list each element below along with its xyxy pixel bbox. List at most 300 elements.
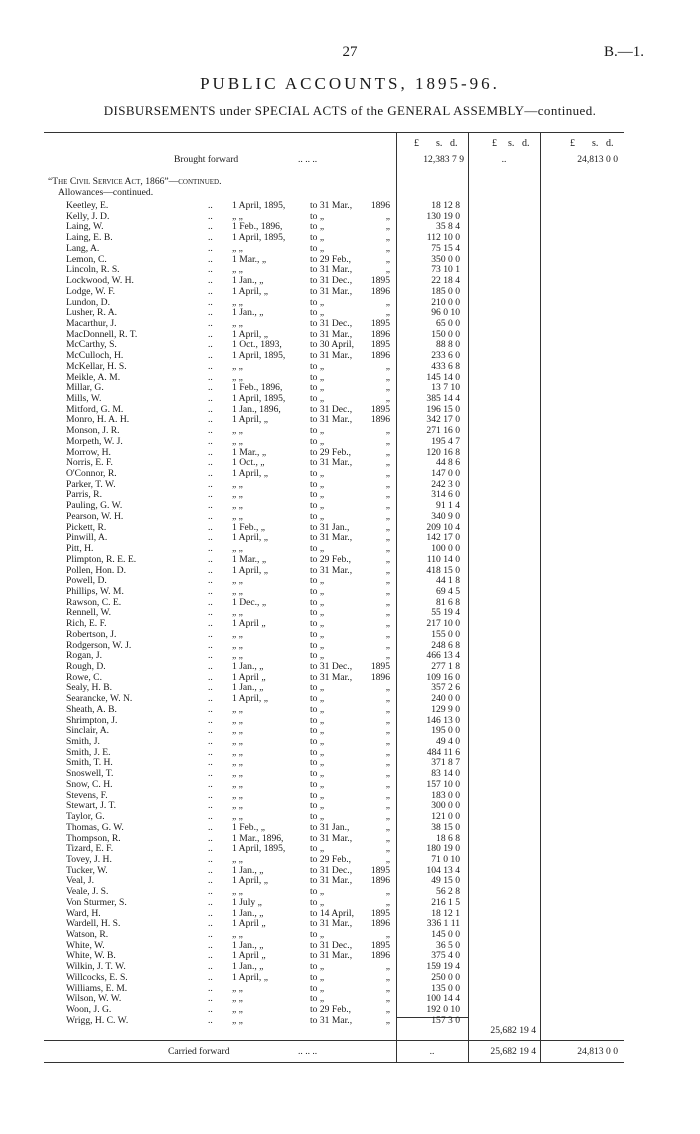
row-from: 1 Oct., 1893, bbox=[232, 339, 282, 351]
row-year: „ bbox=[385, 596, 390, 608]
row-from: 1 April, „ bbox=[232, 285, 268, 297]
row-name: Stevens, F. bbox=[66, 789, 108, 801]
row-amount: 73 10 1 bbox=[431, 264, 460, 276]
row-year: „ bbox=[385, 221, 390, 233]
row-leader: .. bbox=[208, 982, 213, 994]
row-leader: .. bbox=[208, 725, 213, 737]
row-to: to 31 Jan., bbox=[310, 821, 350, 833]
row-from: „ „ bbox=[232, 296, 243, 308]
row-year: „ bbox=[385, 575, 390, 587]
row-year: „ bbox=[385, 446, 390, 458]
row-name: Parris, R. bbox=[66, 489, 102, 501]
row-year: „ bbox=[385, 478, 390, 490]
row-year: 1896 bbox=[370, 350, 390, 362]
row-name: Stewart, J. T. bbox=[66, 800, 117, 812]
row-leader: .. bbox=[208, 607, 213, 619]
page-number: 27 bbox=[342, 44, 358, 60]
row-year: „ bbox=[385, 360, 390, 372]
row-to: to „ bbox=[310, 478, 325, 490]
row-to: to „ bbox=[310, 543, 325, 554]
row-from: „ „ bbox=[232, 993, 243, 1005]
row-from: „ „ bbox=[232, 628, 243, 640]
row-name: Monson, J. R. bbox=[66, 425, 120, 437]
row-from: „ „ bbox=[232, 800, 243, 812]
row-year: „ bbox=[385, 682, 390, 694]
row-leader: .. bbox=[208, 821, 213, 833]
row-leader: .. bbox=[208, 682, 213, 694]
row-from: „ „ bbox=[232, 778, 243, 790]
row-year: „ bbox=[385, 232, 390, 244]
row-to: to „ bbox=[310, 650, 325, 662]
row-to: to „ bbox=[310, 242, 325, 254]
row-amount: 69 4 5 bbox=[436, 585, 460, 597]
row-year: „ bbox=[385, 1014, 390, 1026]
row-amount: 300 0 0 bbox=[431, 800, 460, 812]
row-year: „ bbox=[385, 382, 390, 394]
row-amount: 157 10 0 bbox=[426, 778, 460, 790]
row-year: 1896 bbox=[370, 950, 390, 962]
row-to: to „ bbox=[310, 971, 325, 983]
page-subtitle: DISBURSEMENTS under SPECIAL ACTS of the GENERAL ASSEMBLY—continued. bbox=[103, 103, 597, 118]
row-leader: .. bbox=[208, 242, 213, 254]
row-year: „ bbox=[385, 725, 390, 737]
row-to: to 31 Mar., bbox=[310, 564, 353, 576]
shilling-label: s. bbox=[436, 138, 443, 149]
row-leader: .. bbox=[208, 703, 213, 715]
row-year: „ bbox=[385, 553, 390, 565]
row-name: Pauling, G. W. bbox=[66, 500, 123, 512]
row-leader: .. bbox=[208, 693, 213, 705]
row-year: „ bbox=[385, 532, 390, 544]
row-amount: 109 16 0 bbox=[426, 671, 460, 683]
row-leader: .. bbox=[208, 907, 213, 919]
row-amount: 271 16 0 bbox=[426, 425, 460, 437]
row-from: 1 Jan., „ bbox=[232, 961, 264, 973]
row-name: McCulloch, H. bbox=[66, 350, 124, 362]
row-leader: .. bbox=[208, 596, 213, 608]
row-name: Morpeth, W. J. bbox=[66, 435, 123, 447]
pound-label: £ bbox=[492, 138, 497, 149]
carried-forward-leaders: .. .. .. bbox=[298, 1046, 318, 1057]
row-to: to „ bbox=[310, 425, 325, 437]
row-from: „ „ bbox=[232, 371, 243, 383]
row-from: 1 April, „ bbox=[232, 328, 268, 340]
row-year: „ bbox=[385, 639, 390, 651]
row-name: Robertson, J. bbox=[66, 628, 117, 640]
row-year: „ bbox=[385, 693, 390, 705]
row-from: „ „ bbox=[232, 768, 243, 780]
row-name: Norris, E. F. bbox=[66, 457, 113, 469]
table-bottom-rule bbox=[44, 1062, 624, 1063]
section-subheading: Allowances—continued. bbox=[58, 187, 154, 198]
row-leader: .. bbox=[208, 650, 213, 662]
row-from: 1 April, „ bbox=[232, 468, 268, 479]
brought-forward-col1: 12,383 7 9 bbox=[423, 154, 464, 165]
row-year: „ bbox=[385, 371, 390, 383]
row-amount: 242 3 0 bbox=[431, 478, 460, 490]
row-from: „ „ bbox=[232, 500, 243, 512]
row-to: to „ bbox=[310, 307, 325, 319]
row-name: Lodge, W. F. bbox=[66, 285, 116, 297]
row-leader: .. bbox=[208, 371, 213, 383]
row-from: „ „ bbox=[232, 360, 243, 372]
row-year: 1895 bbox=[370, 339, 390, 351]
row-from: 1 Feb., 1896, bbox=[232, 221, 283, 233]
row-year: 1896 bbox=[370, 414, 390, 426]
row-from: 1 April, „ bbox=[232, 693, 268, 705]
row-name: Powell, D. bbox=[66, 575, 107, 587]
row-amount: 314 6 0 bbox=[431, 489, 460, 501]
brought-forward-leaders: .. .. .. bbox=[298, 154, 318, 165]
row-name: Rowe, C. bbox=[66, 671, 102, 683]
row-name: Veal, J. bbox=[66, 875, 94, 887]
shilling-label: s. bbox=[508, 138, 515, 149]
row-amount: 38 15 0 bbox=[431, 821, 460, 833]
row-name: Taylor, G. bbox=[66, 811, 105, 822]
row-to: to „ bbox=[310, 510, 325, 522]
pence-label: d. bbox=[450, 138, 458, 149]
row-to: to „ bbox=[310, 778, 325, 790]
row-name: Smith, T. H. bbox=[66, 757, 113, 769]
row-name: Lincoln, R. S. bbox=[66, 264, 120, 276]
row-amount: 192 0 10 bbox=[426, 1004, 460, 1015]
row-name: Meikle, A. M. bbox=[66, 371, 121, 383]
row-leader: .. bbox=[208, 489, 213, 501]
row-amount: 145 14 0 bbox=[426, 371, 460, 383]
carried-forward-col2: 25,682 19 4 bbox=[490, 1046, 536, 1057]
row-to: to „ bbox=[310, 221, 325, 233]
row-amount: 210 0 0 bbox=[431, 296, 460, 308]
row-year: „ bbox=[385, 746, 390, 758]
row-amount: 104 13 4 bbox=[426, 864, 460, 876]
row-from: „ „ bbox=[232, 886, 243, 898]
row-year: 1896 bbox=[370, 875, 390, 887]
row-to: to 31 Mar., bbox=[310, 264, 353, 276]
row-amount: 340 9 0 bbox=[431, 510, 460, 522]
row-amount: 183 0 0 bbox=[431, 789, 460, 801]
row-amount: 484 11 6 bbox=[426, 746, 460, 758]
row-leader: .. bbox=[208, 478, 213, 490]
carried-rule bbox=[44, 1040, 624, 1041]
row-amount: 145 0 0 bbox=[431, 929, 460, 940]
row-to: to „ bbox=[310, 596, 325, 608]
row-year: „ bbox=[385, 778, 390, 790]
document-reference: B.—1. bbox=[603, 44, 644, 60]
brought-forward-label: Brought forward bbox=[174, 154, 239, 165]
row-amount: 371 8 7 bbox=[431, 757, 460, 769]
row-amount: 216 1 5 bbox=[431, 896, 460, 908]
row-to: to 31 Mar., bbox=[310, 950, 353, 962]
pence-label: d. bbox=[606, 138, 614, 149]
row-amount: 121 0 0 bbox=[431, 811, 460, 822]
row-leader: .. bbox=[208, 918, 213, 930]
row-from: 1 Jan., „ bbox=[232, 661, 264, 672]
row-from: 1 Mar., „ bbox=[232, 446, 267, 458]
row-to: to 31 Mar., bbox=[310, 457, 353, 469]
row-name: Lemon, C. bbox=[66, 253, 107, 265]
row-from: „ „ bbox=[232, 757, 243, 769]
row-amount: 83 14 0 bbox=[431, 768, 460, 780]
row-from: „ „ bbox=[232, 982, 243, 994]
row-amount: 71 0 10 bbox=[431, 853, 460, 865]
brought-forward-col2: .. bbox=[501, 154, 507, 165]
carried-forward-col1: .. bbox=[429, 1046, 435, 1057]
row-leader: .. bbox=[208, 618, 213, 630]
row-amount: 250 0 0 bbox=[431, 971, 460, 983]
row-year: „ bbox=[385, 307, 390, 319]
row-leader: .. bbox=[208, 446, 213, 458]
row-name: Thompson, R. bbox=[66, 832, 121, 844]
row-year: „ bbox=[385, 800, 390, 812]
row-leader: .. bbox=[208, 789, 213, 801]
row-name: Smith, J. E. bbox=[66, 746, 111, 758]
row-to: to „ bbox=[310, 714, 325, 726]
row-name: Pollen, Hon. D. bbox=[66, 564, 126, 576]
row-leader: .. bbox=[208, 339, 213, 351]
row-year: „ bbox=[385, 929, 390, 940]
row-from: „ „ bbox=[232, 264, 243, 276]
row-amount: 150 0 0 bbox=[431, 328, 460, 340]
row-from: „ „ bbox=[232, 607, 243, 619]
row-to: to „ bbox=[310, 725, 325, 737]
row-from: 1 Jan., „ bbox=[232, 682, 264, 694]
row-year: 1895 bbox=[370, 403, 390, 415]
row-year: „ bbox=[385, 296, 390, 308]
row-name: Rennell, W. bbox=[66, 607, 112, 619]
row-amount: 13 7 10 bbox=[431, 382, 460, 394]
row-year: 1896 bbox=[370, 200, 390, 211]
row-leader: .. bbox=[208, 757, 213, 769]
row-year: „ bbox=[385, 607, 390, 619]
row-year: „ bbox=[385, 457, 390, 469]
row-leader: .. bbox=[208, 232, 213, 244]
row-leader: .. bbox=[208, 328, 213, 340]
row-to: to 31 Dec., bbox=[310, 864, 353, 876]
row-leader: .. bbox=[208, 1004, 213, 1015]
row-from: 1 April, „ bbox=[232, 564, 268, 576]
row-name: Tovey, J. H. bbox=[66, 853, 112, 865]
row-amount: 180 19 0 bbox=[426, 843, 460, 855]
row-to: to „ bbox=[310, 703, 325, 715]
row-amount: 96 0 10 bbox=[431, 307, 460, 319]
row-amount: 385 14 4 bbox=[426, 393, 460, 404]
row-to: to „ bbox=[310, 993, 325, 1005]
row-leader: .. bbox=[208, 768, 213, 780]
page-title: PUBLIC ACCOUNTS, 1895-96. bbox=[200, 74, 500, 93]
row-from: 1 April, 1895, bbox=[232, 393, 286, 404]
row-leader: .. bbox=[208, 382, 213, 394]
row-from: 1 April, „ bbox=[232, 875, 268, 887]
row-name: Mills, W. bbox=[66, 393, 102, 404]
row-year: „ bbox=[385, 618, 390, 630]
row-from: „ „ bbox=[232, 543, 243, 554]
row-year: 1895 bbox=[370, 317, 390, 329]
row-to: to 31 Dec., bbox=[310, 661, 353, 672]
row-from: 1 April „ bbox=[232, 950, 266, 962]
row-to: to „ bbox=[310, 896, 325, 908]
row-leader: .. bbox=[208, 532, 213, 544]
row-leader: .. bbox=[208, 585, 213, 597]
row-leader: .. bbox=[208, 896, 213, 908]
row-amount: 357 2 6 bbox=[431, 682, 460, 694]
row-name: Rich, E. F. bbox=[66, 618, 107, 630]
row-name: Watson, R. bbox=[66, 929, 109, 940]
row-name: Lundon, D. bbox=[66, 296, 110, 308]
row-name: Smith, J. bbox=[66, 736, 100, 747]
row-amount: 196 15 0 bbox=[426, 403, 460, 415]
row-to: to „ bbox=[310, 789, 325, 801]
row-to: to 31 Mar., bbox=[310, 671, 353, 683]
row-name: Lang, A. bbox=[66, 242, 100, 254]
row-to: to „ bbox=[310, 575, 325, 587]
row-amount: 350 0 0 bbox=[431, 253, 460, 265]
row-name: White, W. bbox=[66, 939, 105, 951]
row-year: „ bbox=[385, 393, 390, 404]
row-leader: .. bbox=[208, 639, 213, 651]
row-name: Macarthur, J. bbox=[66, 317, 117, 329]
row-leader: .. bbox=[208, 285, 213, 297]
row-name: Mitford, G. M. bbox=[66, 403, 124, 415]
row-year: „ bbox=[385, 1004, 390, 1015]
row-leader: .. bbox=[208, 425, 213, 437]
row-from: 1 April „ bbox=[232, 918, 266, 930]
row-amount: 130 19 0 bbox=[426, 210, 460, 222]
row-year: „ bbox=[385, 521, 390, 533]
row-to: to „ bbox=[310, 800, 325, 812]
row-name: Pinwill, A. bbox=[66, 532, 108, 544]
row-leader: .. bbox=[208, 993, 213, 1005]
row-to: to „ bbox=[310, 468, 325, 479]
row-to: to 31 Mar., bbox=[310, 350, 353, 362]
row-year: „ bbox=[385, 468, 390, 479]
row-year: „ bbox=[385, 543, 390, 554]
row-leader: .. bbox=[208, 939, 213, 951]
row-year: „ bbox=[385, 489, 390, 501]
row-to: to „ bbox=[310, 628, 325, 640]
row-leader: .. bbox=[208, 736, 213, 747]
row-to: to 31 Jan., bbox=[310, 521, 350, 533]
row-leader: .. bbox=[208, 961, 213, 973]
row-amount: 155 0 0 bbox=[431, 628, 460, 640]
row-name: Thomas, G. W. bbox=[66, 821, 124, 833]
row-from: 1 April, 1895, bbox=[232, 232, 286, 244]
row-to: to 31 Mar., bbox=[310, 532, 353, 544]
row-to: to 31 Mar., bbox=[310, 1014, 353, 1026]
row-name: Kelly, J. D. bbox=[66, 210, 110, 222]
row-year: „ bbox=[385, 500, 390, 512]
row-amount: 75 15 4 bbox=[431, 242, 460, 254]
row-amount: 18 6 8 bbox=[436, 832, 460, 844]
row-name: Rough, D. bbox=[66, 661, 106, 672]
row-amount: 18 12 8 bbox=[431, 200, 460, 211]
row-amount: 217 10 0 bbox=[426, 618, 460, 630]
column-rule-3 bbox=[540, 132, 541, 1062]
row-leader: .. bbox=[208, 221, 213, 233]
row-amount: 195 4 7 bbox=[431, 435, 460, 447]
row-from: „ „ bbox=[232, 714, 243, 726]
row-amount: 418 15 0 bbox=[426, 564, 460, 576]
row-year: „ bbox=[385, 714, 390, 726]
row-leader: .. bbox=[208, 800, 213, 812]
row-from: 1 Jan., „ bbox=[232, 307, 264, 319]
row-leader: .. bbox=[208, 971, 213, 983]
row-year: „ bbox=[385, 961, 390, 973]
row-leader: .. bbox=[208, 403, 213, 415]
row-from: „ „ bbox=[232, 1014, 243, 1026]
row-to: to „ bbox=[310, 961, 325, 973]
row-to: to „ bbox=[310, 639, 325, 651]
row-name: Keetley, E. bbox=[66, 200, 109, 211]
row-leader: .. bbox=[208, 875, 213, 887]
row-name: Wrigg, H. C. W. bbox=[66, 1014, 129, 1026]
subtotal-value: 25,682 19 4 bbox=[490, 1025, 536, 1036]
row-leader: .. bbox=[208, 435, 213, 447]
row-name: Sinclair, A. bbox=[66, 725, 110, 737]
row-leader: .. bbox=[208, 778, 213, 790]
row-year: „ bbox=[385, 628, 390, 640]
row-to: to „ bbox=[310, 982, 325, 994]
row-from: 1 April, „ bbox=[232, 414, 268, 426]
row-year: „ bbox=[385, 853, 390, 865]
row-year: „ bbox=[385, 821, 390, 833]
row-name: Phillips, W. M. bbox=[66, 585, 124, 597]
row-amount: 55 19 4 bbox=[431, 607, 460, 619]
row-amount: 277 1 8 bbox=[431, 661, 460, 672]
row-leader: .. bbox=[208, 500, 213, 512]
row-year: 1896 bbox=[370, 285, 390, 297]
row-leader: .. bbox=[208, 457, 213, 469]
row-leader: .. bbox=[208, 564, 213, 576]
row-amount: 81 6 8 bbox=[436, 596, 460, 608]
row-amount: 22 18 4 bbox=[431, 275, 460, 286]
column-rule-2 bbox=[468, 132, 469, 1062]
row-to: to „ bbox=[310, 296, 325, 308]
row-to: to „ bbox=[310, 736, 325, 747]
row-to: to „ bbox=[310, 393, 325, 404]
row-from: 1 April, 1895, bbox=[232, 843, 286, 855]
row-to: to „ bbox=[310, 757, 325, 769]
row-leader: .. bbox=[208, 200, 213, 211]
row-from: „ „ bbox=[232, 242, 243, 254]
row-name: Sheath, A. B. bbox=[66, 703, 117, 715]
row-leader: .. bbox=[208, 360, 213, 372]
row-leader: .. bbox=[208, 468, 213, 479]
row-to: to 14 April, bbox=[310, 907, 354, 919]
row-from: „ „ bbox=[232, 736, 243, 747]
row-amount: 142 17 0 bbox=[426, 532, 460, 544]
row-amount: 36 5 0 bbox=[436, 939, 460, 951]
row-amount: 44 8 6 bbox=[436, 457, 460, 469]
row-year: „ bbox=[385, 564, 390, 576]
row-amount: 147 0 0 bbox=[431, 468, 460, 479]
row-year: 1896 bbox=[370, 328, 390, 340]
row-name: Von Sturmer, S. bbox=[66, 896, 127, 908]
row-to: to 31 Dec., bbox=[310, 317, 353, 329]
row-amount: 100 0 0 bbox=[431, 543, 460, 554]
row-from: 1 Mar., 1896, bbox=[232, 832, 284, 844]
row-name: Laing, E. B. bbox=[66, 232, 113, 244]
row-name: Sealy, H. B. bbox=[66, 682, 113, 694]
row-from: 1 Feb., „ bbox=[232, 821, 266, 833]
row-amount: 342 17 0 bbox=[426, 414, 460, 426]
row-name: O'Connor, R. bbox=[66, 468, 117, 479]
row-from: „ „ bbox=[232, 425, 243, 437]
row-amount: 129 9 0 bbox=[431, 703, 460, 715]
row-from: „ „ bbox=[232, 435, 243, 447]
row-from: 1 Jan., „ bbox=[232, 939, 264, 951]
row-name: White, W. B. bbox=[66, 950, 116, 962]
row-from: „ „ bbox=[232, 575, 243, 587]
